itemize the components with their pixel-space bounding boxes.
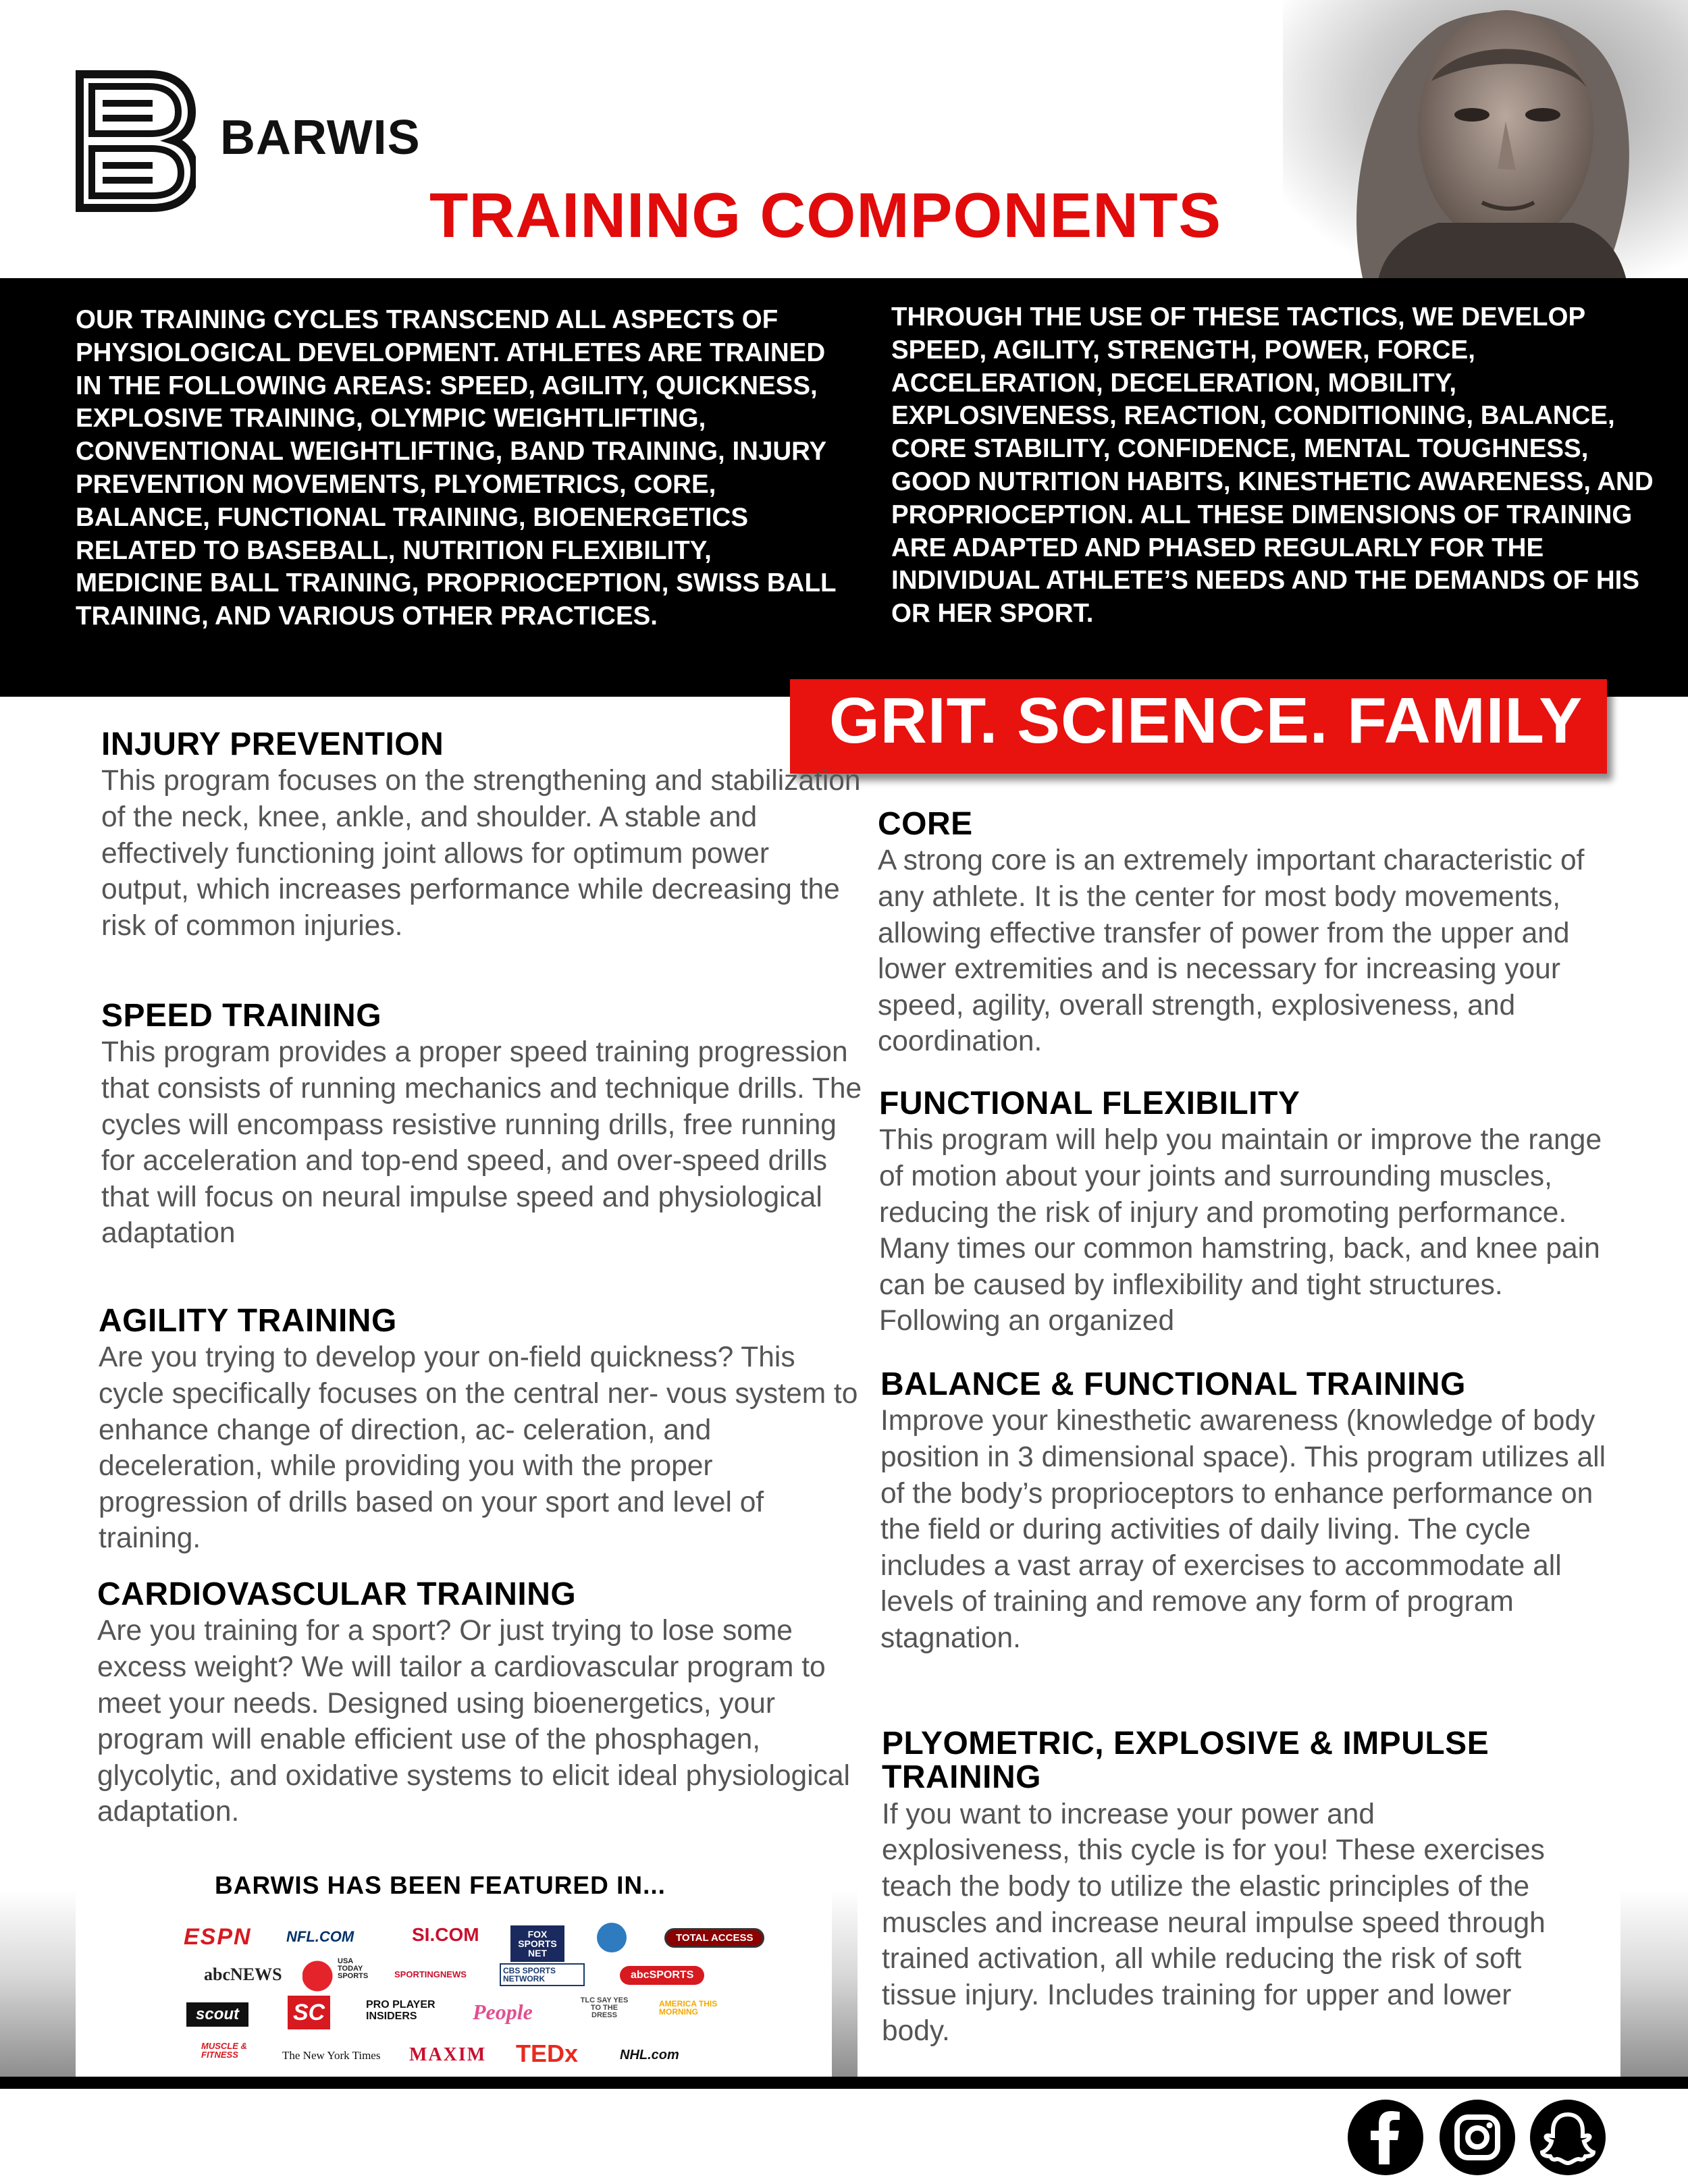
section-plyometric-explosive-impulse-training [882, 1727, 1571, 2050]
section-agility-training [99, 1304, 862, 1557]
espn-logo: ESPN [184, 1924, 252, 1950]
section-body: Improve your kinesthetic awareness (knowledge of body position in 3 dimensional space). This program utilizes all of the body’s proprioceptors to enhance performance on the field or during activities of daily living. The cycle includes a vast array of exercises to accommodate all levels of training and remove any form of program stagnation. [880, 1405, 1606, 1654]
section-body: This program will help you maintain or improve the range of motion about your joints and surrounding muscles, reducing the risk of injury and promoting performance. Many times our common hamstring, back, and knee pain can be caused by inflexibility and tight structures. Following an organized [879, 1124, 1602, 1337]
scout-logo: scout [186, 2002, 248, 2027]
si-logo: SI.COM [412, 1924, 479, 1945]
section-injury-prevention [101, 728, 864, 944]
abc-news-logo: abcNEWS [204, 1965, 282, 1984]
pro-player-insiders-logo: PRO PLAYER INSIDERS [366, 1999, 436, 2022]
people-logo: People [473, 2000, 533, 2024]
instagram-icon[interactable] [1440, 2100, 1515, 2175]
section-speed-training [101, 999, 864, 1252]
featured-title: BARWIS HAS BEEN FEATURED IN... [215, 1871, 666, 1899]
section-core [878, 807, 1620, 1060]
section-title: CORE [878, 806, 973, 842]
facebook-icon[interactable] [1348, 2100, 1423, 2175]
maxim-logo: MAXIM [409, 2044, 487, 2065]
abc-sports-logo: abcSPORTS [620, 1966, 704, 1985]
snapchat-icon[interactable] [1530, 2100, 1606, 2175]
intro-text-left: OUR TRAINING CYCLES TRANSCEND ALL ASPECTS OF PHYSIOLOGICAL DEVELOPMENT. ATHLETES ARE TRAINED IN THE FOLLOWING AREAS: SPEED, AGILITY, QUICKNESS, EXPLOSIVE TRAINING, OLYMPIC WEIGHTLIFTING, CONVENTIONAL WEIGHTLIFTING, BAND TRAINING, INJURY PREVENTION MOVEMENTS, PLYOMETRICS, CORE, BALANCE, FUNCTIONAL TRAINING, BIOENERGETICS RELATED TO BASEBALL, NUTRITION FLEXIBILITY, MEDICINE BALL TRAINING, PROPRIOCEPTION, SWISS BALL TRAINING, AND VARIOUS OTHER PRACTICES. [76, 305, 836, 631]
discovery-logo [597, 1923, 627, 1952]
section-functional-flexibility [879, 1087, 1622, 1339]
sportscenter-logo: SC [288, 1996, 330, 2029]
section-body: Are you training for a sport? Or just trying to lose some excess weight? We will tailor a cardiovascular program to meet your needs. Designed using bioenergetics, your program will enable efficient use of the phosphagen, glycolytic, and oxidative systems to elicit ideal physiological adaptation. [97, 1615, 850, 1828]
section-balance-functional-training [880, 1368, 1623, 1657]
sporting-news-logo: SPORTINGNEWS [394, 1969, 467, 1979]
usa-today-sports-logo: USA TODAY SPORTS [302, 1958, 367, 1994]
muscle-fitness-logo: MUSCLE & FITNESS [201, 2041, 247, 2060]
section-title: SPEED TRAINING [101, 998, 382, 1034]
america-this-morning-logo: AMERICA THIS MORNING [659, 1999, 718, 2017]
total-access-logo: TOTAL ACCESS [664, 1928, 764, 1948]
tagline-text: GRIT. SCIENCE. FAMILY [829, 685, 1583, 757]
new-york-times-logo: The New York Times [282, 2049, 381, 2062]
section-body: This program focuses on the strengthening and stabilization of the neck, knee, ankle, and shoulder. A stable and effectively functioning joint allows for optimum power output, which increases performance while decreasing the risk of common injuries. [101, 765, 861, 942]
tedx-logo: TEDx [516, 2040, 579, 2067]
nfl-logo: NFL.COM [286, 1928, 354, 1945]
section-title: PLYOMETRIC, EXPLOSIVE & IMPULSE TRAINING [882, 1726, 1489, 1796]
athlete-photo [1283, 0, 1688, 284]
section-title: AGILITY TRAINING [99, 1303, 397, 1339]
tagline-banner [790, 679, 1607, 774]
fox-sports-net-logo: FOX SPORTS NET [510, 1925, 564, 1962]
barwis-logo [76, 70, 196, 212]
intro-text-right: THROUGH THE USE OF THESE TACTICS, WE DEVELOP SPEED, AGILITY, STRENGTH, POWER, FORCE, ACCELERATION, DECELERATION, MOBILITY, EXPLOSIVENESS, REACTION, CONDITIONING, BALANCE, CORE STABILITY, CONFIDENCE, MENTAL TOUGHNESS, GOOD NUTRITION HABITS, KINESTHETIC AWARENESS, AND PROPRIOCEPTION. ALL THESE DIMENSIONS OF TRAINING ARE ADAPTED AND PHASED REGULARLY FOR THE INDIVIDUAL ATHLETE’S NEEDS AND THE DEMANDS OF HIS OR HER SPORT. [891, 302, 1654, 629]
page-title: TRAINING COMPONENTS [429, 180, 1222, 250]
section-body: This program provides a proper speed training progression that consists of running mechanics and technique drills. The cycles will encompass resistive running drills, free running for acceleration and top-end speed, and over-speed drills that will focus on neural impulse speed and physiological adaptation [101, 1036, 862, 1250]
section-cardiovascular-training [97, 1578, 860, 1830]
section-body: If you want to increase your power and explosiveness, this cycle is for you! These exercises teach the body to utilize the elastic principles of the muscles and increase neural impulse speed through trained activation, all while reducing the risk of soft tissue injury. Includes training for upper and lower body. [882, 1798, 1546, 2048]
section-title: BALANCE & FUNCTIONAL TRAINING [880, 1366, 1466, 1402]
bottom-divider [0, 2077, 1688, 2089]
brand-name: BARWIS [220, 111, 421, 165]
cbs-sports-network-logo: CBS SPORTS NETWORK [500, 1963, 585, 1986]
section-title: CARDIOVASCULAR TRAINING [97, 1576, 577, 1612]
section-title: FUNCTIONAL FLEXIBILITY [879, 1086, 1300, 1121]
section-body: Are you trying to develop your on-field quickness? This cycle specifically focuses on the central ner- vous system to enhance change of direction, ac- celeration, and deceleration, while providing you with the proper progression of drills based on your sport and level of training. [99, 1341, 858, 1555]
section-body: A strong core is an extremely important characteristic of any athlete. It is the center for most body movements, allowing effective transfer of power from the upper and lower extremities and is necessary for increasing your speed, agility, overall strength, explosiveness, and coordination. [878, 845, 1585, 1058]
nhl-logo: NHL.com [620, 2048, 679, 2062]
say-yes-to-the-dress-logo: TLC SAY YES TO THE DRESS [580, 1996, 629, 2019]
section-title: INJURY PREVENTION [101, 726, 444, 762]
